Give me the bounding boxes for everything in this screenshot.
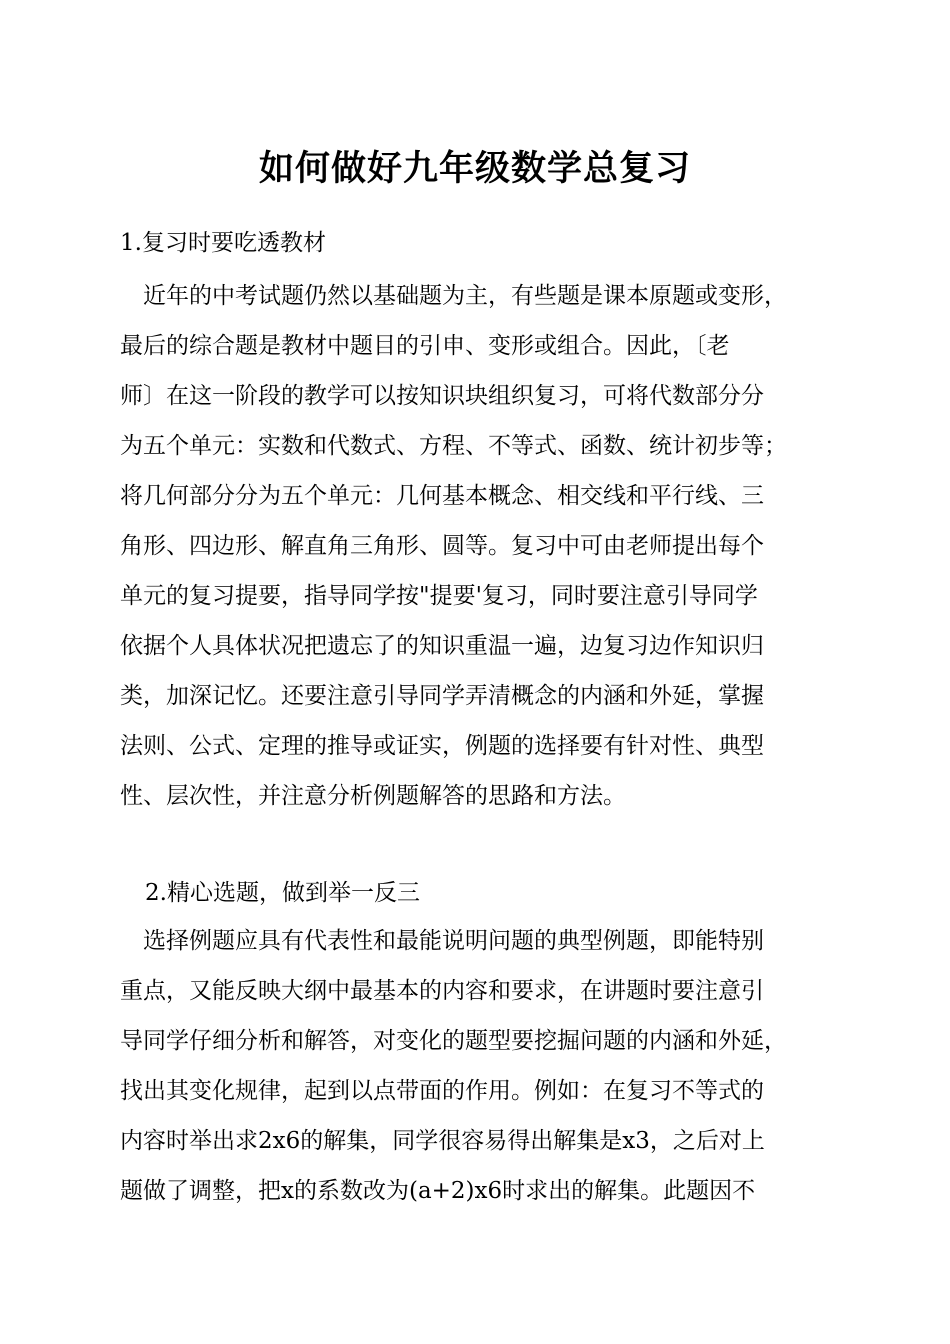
section-1-heading: 1.复习时要吃透教材	[120, 230, 326, 256]
body-line: 单元的复习提要，指导同学按"提要'复习，同时要注意引导同学	[120, 583, 758, 609]
body-line: 类，加深记忆。还要注意引导同学弄清概念的内涵和外延，掌握	[120, 683, 764, 709]
body-line: 法则、公式、定理的推导或证实，例题的选择要有针对性、典型	[120, 733, 764, 759]
body-line: 选择例题应具有代表性和最能说明问题的典型例题，即能特别	[120, 928, 764, 954]
body-line: 找出其变化规律，起到以点带面的作用。例如：在复习不等式的	[120, 1078, 764, 1104]
body-line: 为五个单元：实数和代数式、方程、不等式、函数、统计初步等；	[120, 433, 787, 459]
body-line: 题做了调整，把x的系数改为(a+2)x6时求出的解集。此题因不	[120, 1178, 756, 1204]
body-line: 最后的综合题是教材中题目的引申、变形或组合。因此，〔老	[120, 333, 730, 359]
body-line: 师〕在这一阶段的教学可以按知识块组织复习，可将代数部分分	[120, 383, 764, 409]
body-line: 将几何部分分为五个单元：几何基本概念、相交线和平行线、三	[120, 483, 764, 509]
body-line: 依据个人具体状况把遗忘了的知识重温一遍，边复习边作知识归	[120, 633, 764, 659]
body-line: 内容时举出求2x6的解集，同学很容易得出解集是x3，之后对上	[120, 1128, 765, 1154]
body-line: 导同学仔细分析和解答，对变化的题型要挖掘问题的内涵和外延，	[120, 1028, 787, 1054]
body-line: 重点，又能反映大纲中最基本的内容和要求，在讲题时要注意引	[120, 978, 764, 1004]
body-line: 近年的中考试题仍然以基础题为主，有些题是课本原题或变形，	[120, 283, 787, 309]
body-line: 性、层次性，并注意分析例题解答的思路和方法。	[120, 783, 626, 809]
body-line: 角形、四边形、解直角三角形、圆等。复习中可由老师提出每个	[120, 533, 764, 559]
section-2-heading: 2.精心选题，做到举一反三	[145, 880, 420, 906]
section-2-body	[120, 916, 850, 1216]
document-title: 如何做好九年级数学总复习	[258, 148, 691, 189]
section-1-body	[120, 271, 850, 821]
